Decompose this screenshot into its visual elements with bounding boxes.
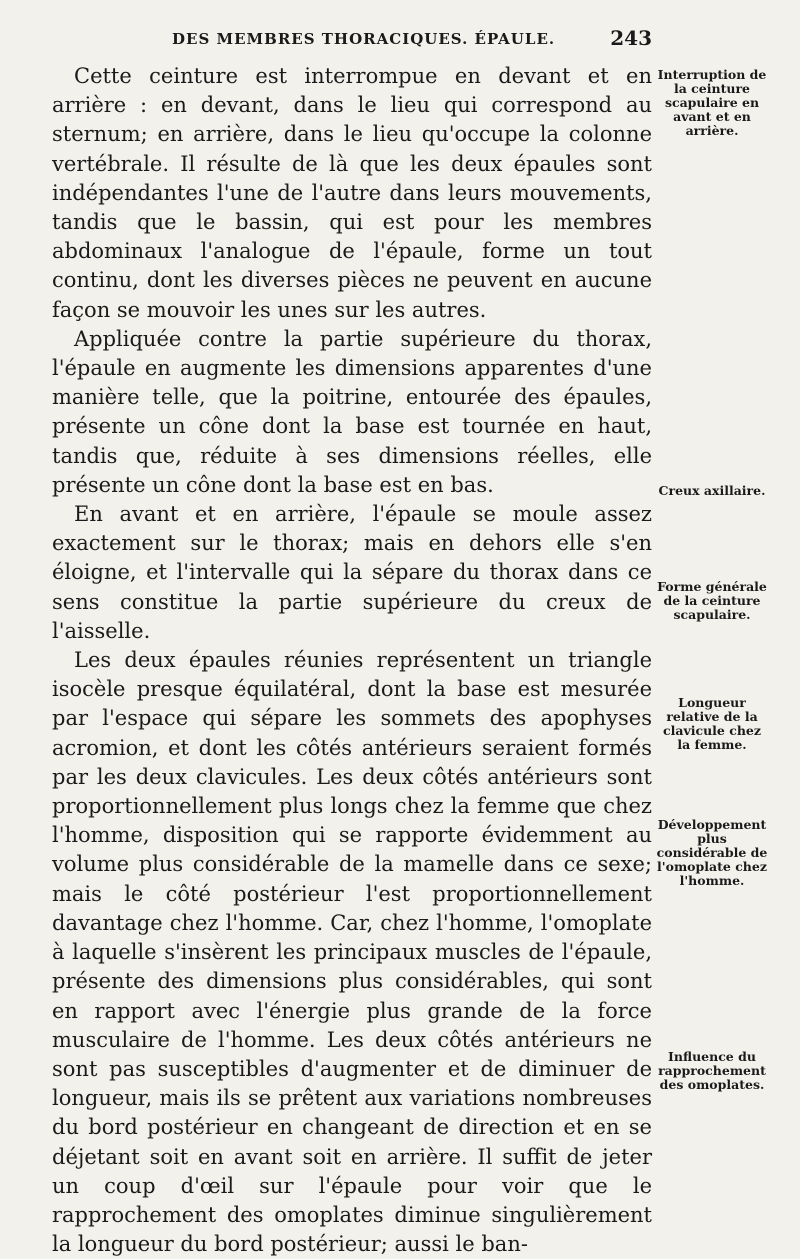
paragraph: Cette ceinture est interrompue en devant et en arrière : en devant, dans le lieu qui correspond au sternum; en arrière, dans le lieu qu'occupe la colonne vertébrale. Il résulte de là que les deux épaules sont indépendantes l'une de l'autre dans leurs mouvements, tandis que le bassin, qui est pour les membres abdominaux l'analogue de l'épaule, forme un tout continu, dont les diverses pièces ne peuvent en aucune façon se mouvoir les unes sur les autres.: [52, 64, 652, 322]
paragraph: En avant et en arrière, l'épaule se moule assez exactement sur le thorax; mais en dehors elle s'en éloigne, et l'intervalle qui la sépare du thorax dans ce sens constitue la partie supérieure du creux de l'aisselle.: [52, 502, 652, 643]
side-note: Creux axillaire.: [658, 483, 766, 498]
page-number: 243: [610, 26, 652, 50]
side-note: Influence du rapprochement des omoplates.: [658, 1049, 766, 1092]
paragraph: Les deux épaules réunies représentent un triangle isocèle presque équilatéral, dont la base est mesurée par l'espace qui sépare les sommets des apophyses acromion, et dont les côtés antérieurs seraient formés par les deux clavicules. Les deux côtés antérieurs sont proportionnellement plus longs chez la femme que chez l'homme, disposition qui se rapporte évidemment au volume plus considérable de la mamelle dans ce sexe; mais le côté postérieur l'est proportionnellement davantage chez l'homme. Car, chez l'homme, l'omoplate à laquelle s'insèrent les principaux muscles de l'épaule, présente des dimensions plus considérables, qui sont en rapport avec l'énergie plus grande de la force musculaire de l'homme. Les deux côtés antérieurs ne sont pas susceptibles d'augmenter et de diminuer de longueur, mais ils se prêtent aux variations nombreuses du bord postérieur en changeant de direction et en se déjetant soit en avant soit en arrière. Il suffit de jeter un coup d'œil sur l'épaule pour voir que le rapprochement des omoplates diminue singulièrement la longueur du bord postérieur; aussi le ban-: [52, 648, 652, 1257]
side-note: Développement plus considérable de l'omoplate chez l'homme.: [656, 817, 768, 888]
running-title: DES MEMBRES THORACIQUES. ÉPAULE.: [172, 30, 556, 48]
side-note: Interruption de la ceinture scapulaire en avant et en arrière.: [657, 67, 767, 138]
side-note: Longueur relative de la clavicule chez la femme.: [663, 695, 761, 752]
running-header: [172, 26, 652, 50]
side-note: Forme générale de la ceinture scapulaire.: [657, 579, 767, 622]
paragraph: Appliquée contre la partie supérieure du thorax, l'épaule en augmente les dimensions apparentes d'une manière telle, que la poitrine, entourée des épaules, présente un cône dont la base est tournée en haut, tandis que, réduite à ses dimensions réelles, elle présente un cône dont la base est en bas.: [52, 326, 652, 497]
main-text: [52, 62, 652, 1259]
